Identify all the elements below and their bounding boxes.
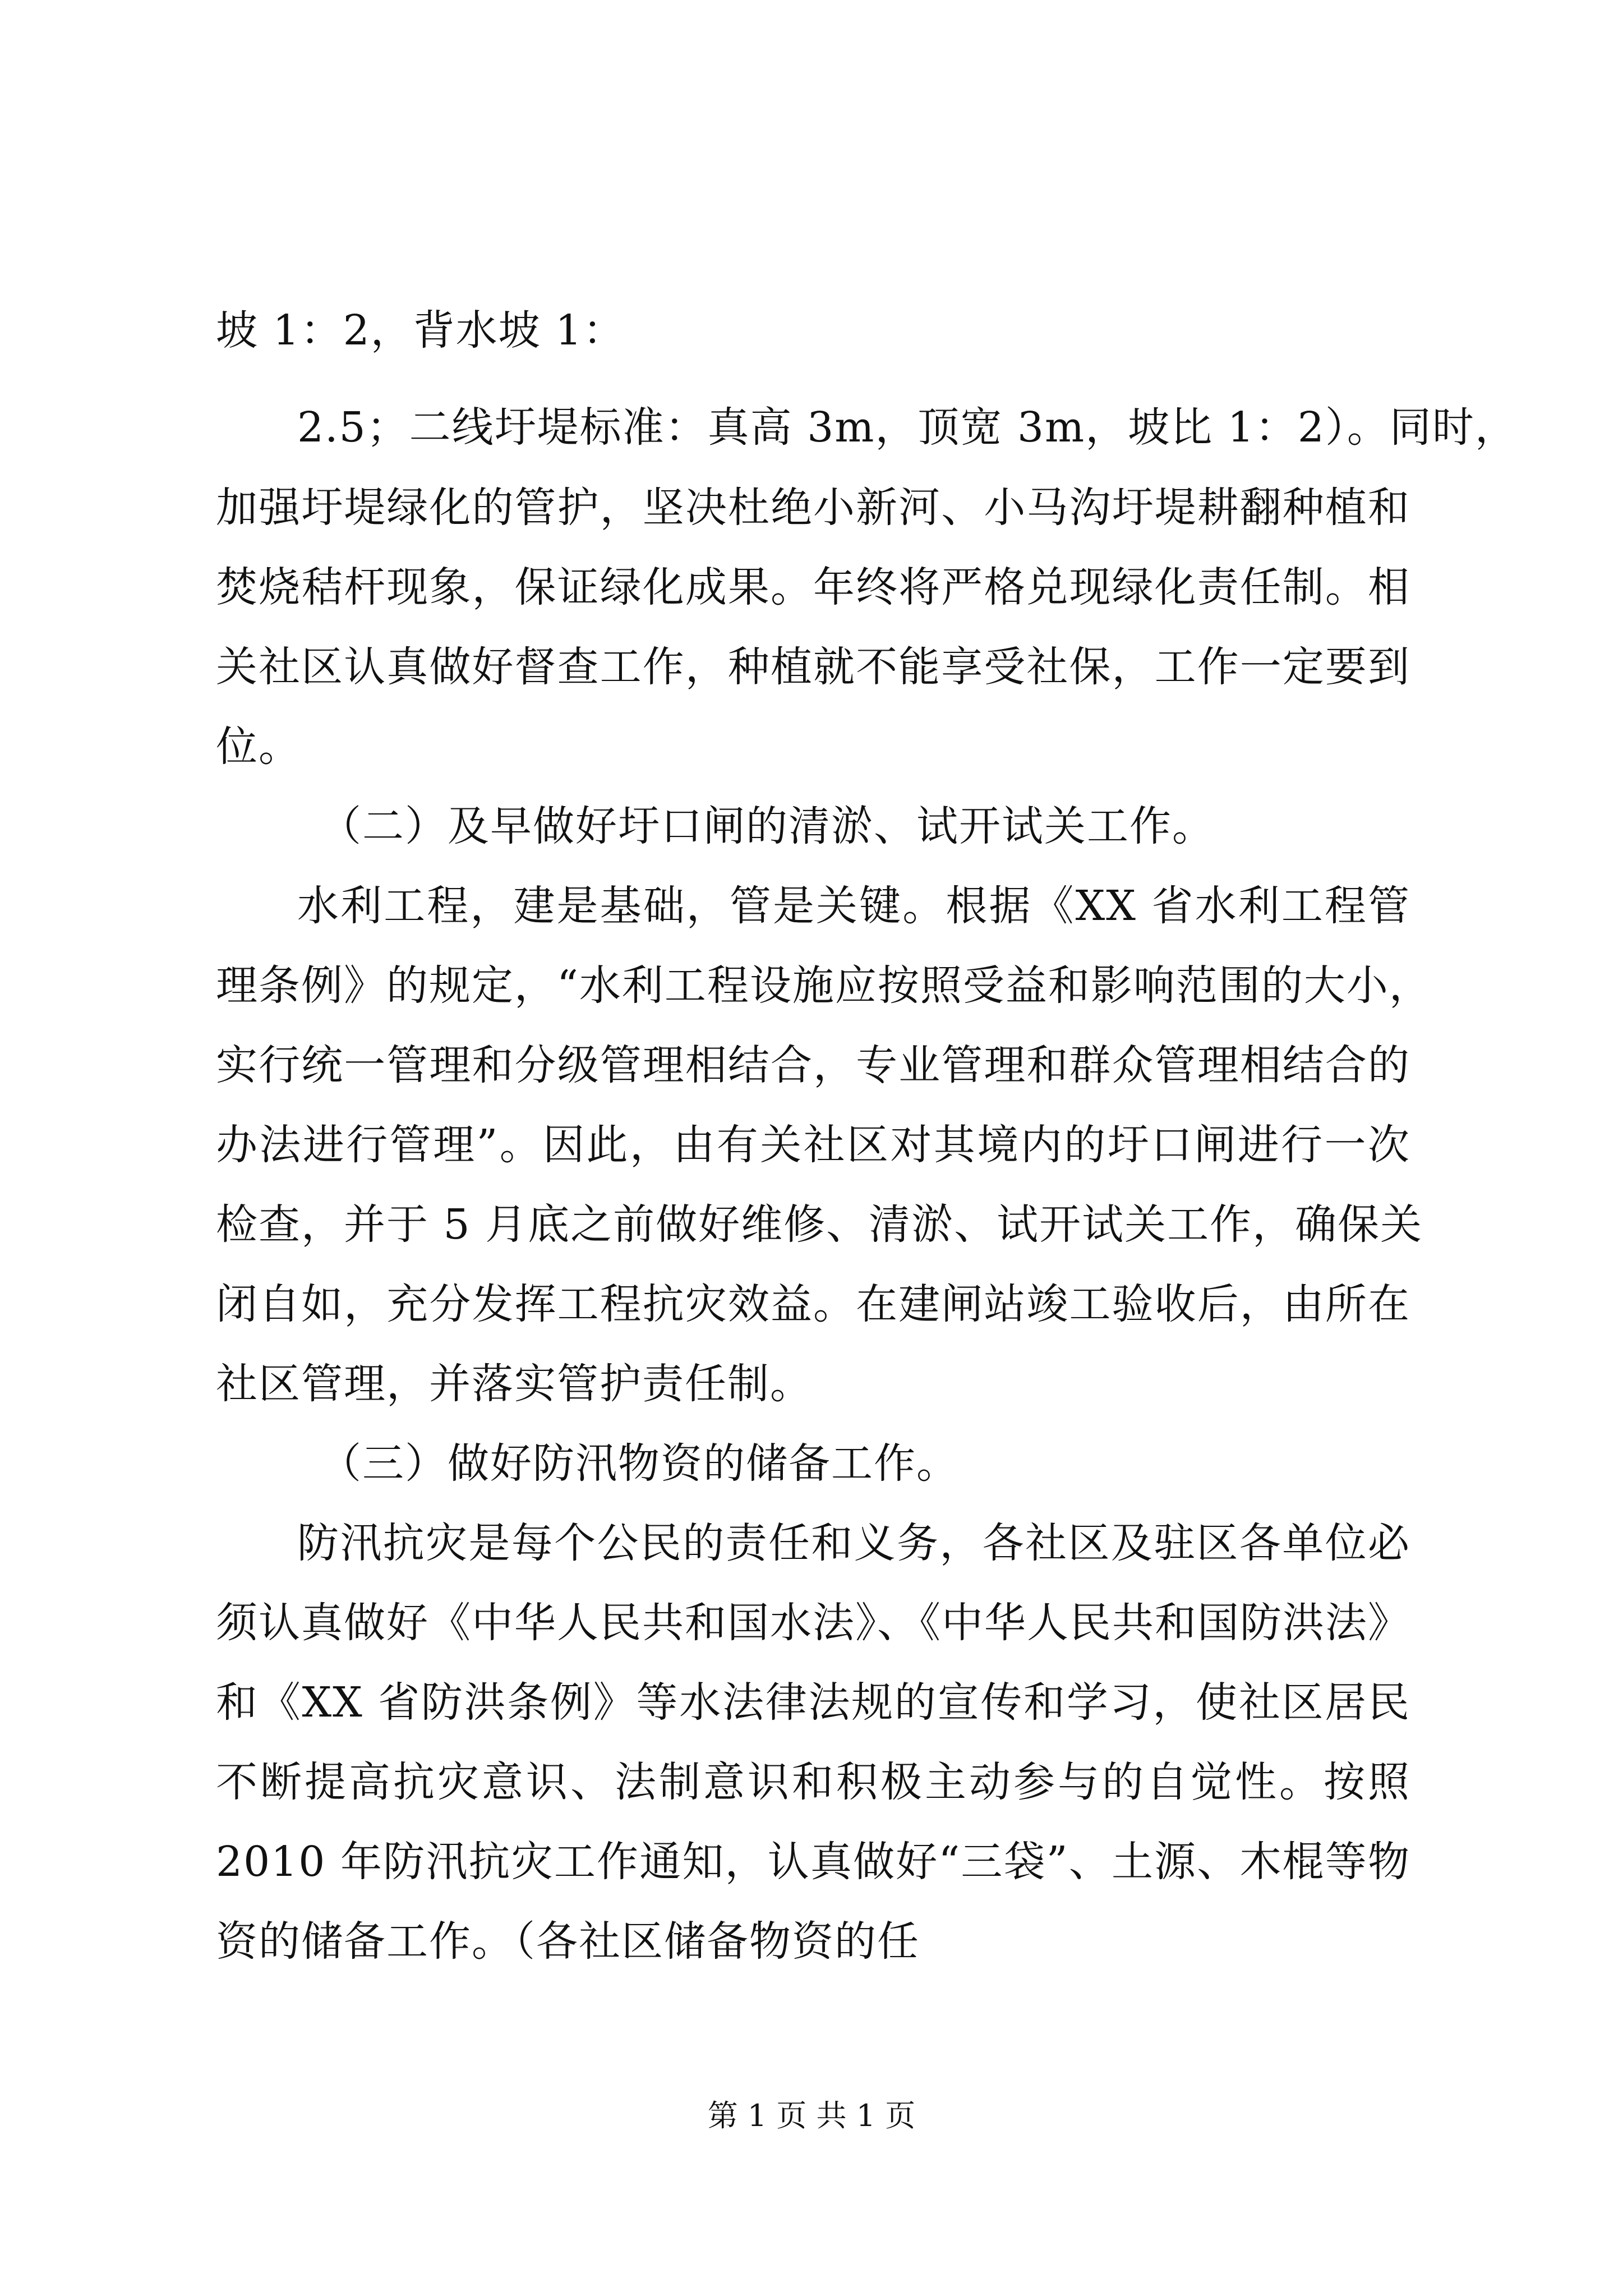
text-line: 实行统一管理和分级管理相结合，专业管理和群众管理相结合的 [216,1041,1410,1089]
text-line: 坡 1：2，背水坡 1： [216,306,626,355]
text-line: 防汛抗灾是每个公民的责任和义务，各社区及驻区各单位必 [297,1519,1410,1567]
text-line: 2.5；二线圩堤标准：真高 3m，顶宽 3m，坡比 1：2）。同时， [297,403,1518,452]
text-line: 位。 [216,723,301,771]
text-line: 检查，并于 5 月底之前做好维修、清淤、试开试关工作，确保关 [216,1200,1423,1249]
page-footer: 第 1 页 共 1 页 [707,2098,916,2133]
text-line: 社区管理，并落实管护责任制。 [216,1360,813,1408]
text-line: 关社区认真做好督查工作，种植就不能享受社保，工作一定要到 [216,643,1410,691]
text-line: 不断提高抗灾意识、法制意识和积极主动参与的自觉性。按照 [216,1758,1410,1806]
section-heading: （二）及早做好圩口闸的清淤、试开试关工作。 [320,802,1215,850]
text-line: 闭自如，充分发挥工程抗灾效益。在建闸站竣工验收后，由所在 [216,1280,1410,1328]
text-line: 须认真做好《中华人民共和国水法》、《中华人民共和国防洪法》 [216,1599,1410,1647]
text-line: 和《XX 省防洪条例》等水法律法规的宣传和学习，使社区居民 [216,1678,1410,1727]
text-line: 2010 年防汛抗灾工作通知，认真做好“三袋”、土源、木棍等物 [216,1838,1410,1886]
text-line: 水利工程，建是基础，管是关键。根据《XX 省水利工程管 [297,882,1410,930]
section-heading: （三）做好防汛物资的储备工作。 [320,1439,959,1488]
text-line: 焚烧秸杆现象，保证绿化成果。年终将严格兑现绿化责任制。相 [216,563,1410,611]
text-line: 资的储备工作。（各社区储备物资的任 [216,1917,920,1966]
text-line: 加强圩堤绿化的管护，坚决杜绝小新河、小马沟圩堤耕翻种植和 [216,484,1410,532]
text-line: 办法进行管理”。因此，由有关社区对其境内的圩口闸进行一次 [216,1121,1410,1169]
text-line: 理条例》的规定，“水利工程设施应按照受益和影响范围的大小， [216,961,1432,1010]
